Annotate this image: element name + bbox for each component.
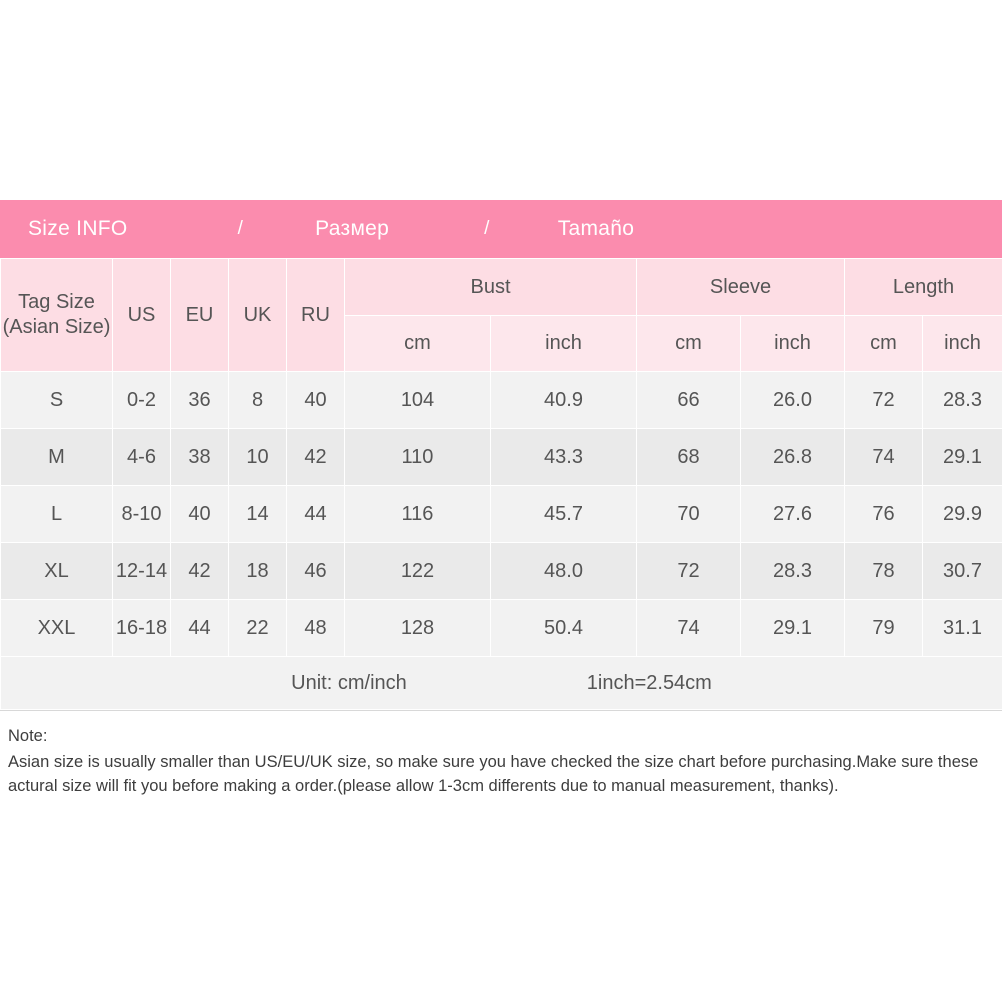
size-info-banner [0, 200, 1002, 258]
banner-title-ru: Размер [315, 217, 390, 240]
header-bust: Bust [345, 259, 637, 316]
cell-length-inch: 29.9 [923, 486, 1002, 543]
table-header-row-1 [1, 259, 1002, 316]
cell-bust-cm: 122 [345, 543, 491, 600]
note-block [0, 710, 1002, 811]
header-tag-size [1, 259, 113, 372]
header-uk: UK [229, 259, 287, 372]
cell-bust-cm: 110 [345, 429, 491, 486]
cell-bust-inch: 43.3 [491, 429, 637, 486]
cell-ru: 46 [287, 543, 345, 600]
cell-sleeve-cm: 72 [637, 543, 741, 600]
cell-sleeve-inch: 28.3 [741, 543, 845, 600]
header-sleeve-cm: cm [637, 316, 741, 372]
cell-tag: M [1, 429, 113, 486]
cell-tag: XXL [1, 600, 113, 657]
cell-length-cm: 78 [845, 543, 923, 600]
cell-bust-inch: 40.9 [491, 372, 637, 429]
cell-uk: 22 [229, 600, 287, 657]
cell-length-cm: 72 [845, 372, 923, 429]
cell-us: 12-14 [113, 543, 171, 600]
cell-tag: XL [1, 543, 113, 600]
unit-note-right: 1inch=2.54cm [586, 671, 712, 694]
cell-length-inch: 28.3 [923, 372, 1002, 429]
cell-tag: S [1, 372, 113, 429]
cell-sleeve-inch: 26.0 [741, 372, 845, 429]
note-title: Note: [8, 727, 48, 745]
header-eu: EU [171, 259, 229, 372]
cell-sleeve-cm: 70 [637, 486, 741, 543]
header-sleeve: Sleeve [637, 259, 845, 316]
cell-sleeve-inch: 26.8 [741, 429, 845, 486]
cell-uk: 10 [229, 429, 287, 486]
cell-eu: 36 [171, 372, 229, 429]
header-length-cm: cm [845, 316, 923, 372]
cell-sleeve-cm: 66 [637, 372, 741, 429]
cell-eu: 40 [171, 486, 229, 543]
cell-uk: 14 [229, 486, 287, 543]
cell-ru: 40 [287, 372, 345, 429]
cell-eu: 38 [171, 429, 229, 486]
cell-ru: 48 [287, 600, 345, 657]
unit-note-left: Unit: cm/inch [291, 671, 407, 694]
cell-bust-cm: 104 [345, 372, 491, 429]
size-table [0, 258, 1002, 710]
header-length-inch: inch [923, 316, 1002, 372]
tag-size-line2: (Asian Size) [2, 316, 111, 338]
header-bust-cm: cm [345, 316, 491, 372]
table-row [1, 543, 1002, 600]
table-row [1, 429, 1002, 486]
cell-bust-inch: 50.4 [491, 600, 637, 657]
cell-length-cm: 76 [845, 486, 923, 543]
note-body: Asian size is usually smaller than US/EU/UK size, so make sure you have checked the size chart before purchasing.Make sure these actural size will fit you before making a order.(please allow 1-3cm differents due to manual measurement, thanks). [8, 752, 979, 795]
cell-sleeve-cm: 74 [637, 600, 741, 657]
cell-ru: 44 [287, 486, 345, 543]
header-bust-inch: inch [491, 316, 637, 372]
cell-tag: L [1, 486, 113, 543]
cell-length-cm: 74 [845, 429, 923, 486]
cell-eu: 44 [171, 600, 229, 657]
header-us: US [113, 259, 171, 372]
cell-us: 4-6 [113, 429, 171, 486]
cell-sleeve-cm: 68 [637, 429, 741, 486]
cell-bust-inch: 48.0 [491, 543, 637, 600]
tag-size-line1: Tag Size [18, 291, 95, 313]
table-row [1, 486, 1002, 543]
header-sleeve-inch: inch [741, 316, 845, 372]
cell-ru: 42 [287, 429, 345, 486]
cell-bust-cm: 116 [345, 486, 491, 543]
header-ru: RU [287, 259, 345, 372]
cell-us: 16-18 [113, 600, 171, 657]
cell-length-inch: 29.1 [923, 429, 1002, 486]
cell-uk: 8 [229, 372, 287, 429]
cell-length-inch: 31.1 [923, 600, 1002, 657]
cell-us: 8-10 [113, 486, 171, 543]
cell-sleeve-inch: 29.1 [741, 600, 845, 657]
cell-length-cm: 79 [845, 600, 923, 657]
banner-title-es: Tamaño [557, 217, 635, 240]
cell-length-inch: 30.7 [923, 543, 1002, 600]
unit-cell [1, 657, 1002, 710]
banner-separator-2: / [484, 218, 490, 239]
banner-title-en: Size INFO [28, 217, 128, 240]
cell-uk: 18 [229, 543, 287, 600]
cell-sleeve-inch: 27.6 [741, 486, 845, 543]
cell-bust-inch: 45.7 [491, 486, 637, 543]
cell-us: 0-2 [113, 372, 171, 429]
table-row [1, 600, 1002, 657]
cell-eu: 42 [171, 543, 229, 600]
size-chart [0, 200, 1002, 811]
cell-bust-cm: 128 [345, 600, 491, 657]
header-length: Length [845, 259, 1002, 316]
unit-row [1, 657, 1002, 710]
banner-separator-1: / [237, 218, 244, 239]
table-row [1, 372, 1002, 429]
